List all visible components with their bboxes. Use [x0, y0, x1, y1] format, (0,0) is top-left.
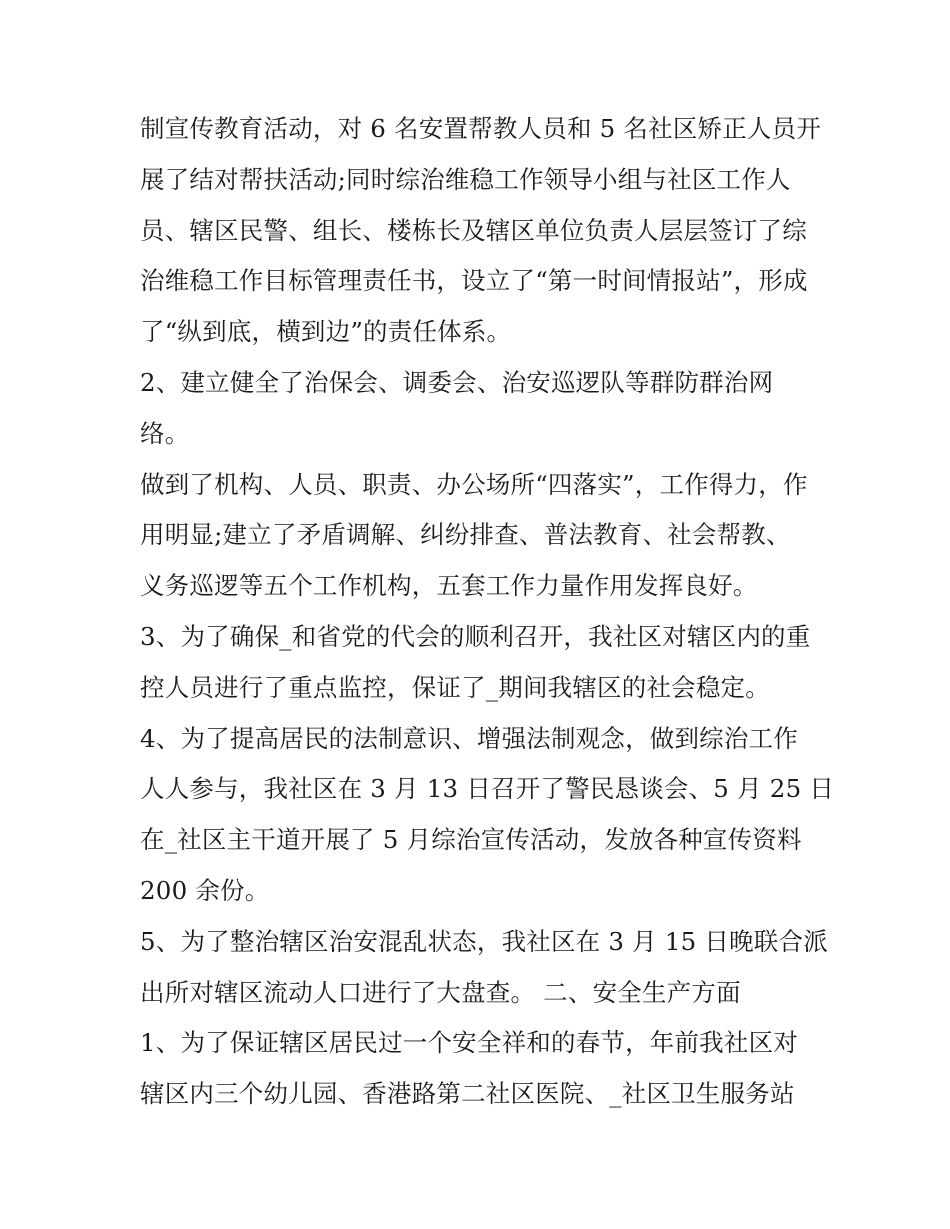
body-text: [140, 104, 835, 1120]
text-line: 络。: [140, 418, 190, 448]
text-line: 控人员进行了重点监控，保证了_期间我辖区的社会稳定。: [140, 672, 770, 702]
text-line: 展了结对帮扶活动;同时综治维稳工作领导小组与社区工作人: [140, 164, 791, 194]
text-line: 出所对辖区流动人口进行了大盘查。 二、安全生产方面: [140, 977, 741, 1007]
text-line: 1、为了保证辖区居民过一个安全祥和的春节，年前我社区对: [140, 1028, 798, 1058]
text-line: 3、为了确保_和省党的代会的顺利召开，我社区对辖区内的重: [140, 621, 811, 651]
text-line: 员、辖区民警、组长、楼栋长及辖区单位负责人层层签订了综: [140, 215, 807, 245]
text-line: 2、建立健全了治保会、调委会、治安巡逻队等群防群治网: [140, 367, 774, 397]
text-line: 200 余份。: [140, 875, 270, 905]
text-line: 人人参与，我社区在 3 月 13 日召开了警民恳谈会、5 月 25 日: [140, 774, 835, 804]
text-line: 制宣传教育活动，对 6 名安置帮教人员和 5 名社区矫正人员开: [140, 114, 822, 143]
text-line: 5、为了整治辖区治安混乱状态，我社区在 3 月 15 日晚联合派: [140, 926, 828, 956]
text-line: 用明显;建立了矛盾调解、纠纷排查、普法教育、社会帮教、: [140, 520, 791, 550]
text-line: 了“纵到底，横到边”的责任体系。: [140, 317, 512, 347]
text-line: 4、为了提高居民的法制意识、增强法制观念，做到综治工作: [140, 723, 798, 753]
text-line: 在_社区主干道开展了 5 月综治宣传活动，发放各种宣传资料: [140, 825, 802, 855]
text-line: 做到了机构、人员、职责、办公场所“四落实”，工作得力，作: [140, 469, 808, 499]
text-line: 治维稳工作目标管理责任书，设立了“第一时间情报站”，形成: [140, 266, 808, 296]
text-line: 义务巡逻等五个工作机构，五套工作力量作用发挥良好。: [140, 571, 758, 601]
text-line: 辖区内三个幼儿园、香港路第二社区医院、_社区卫生服务站: [140, 1079, 795, 1109]
